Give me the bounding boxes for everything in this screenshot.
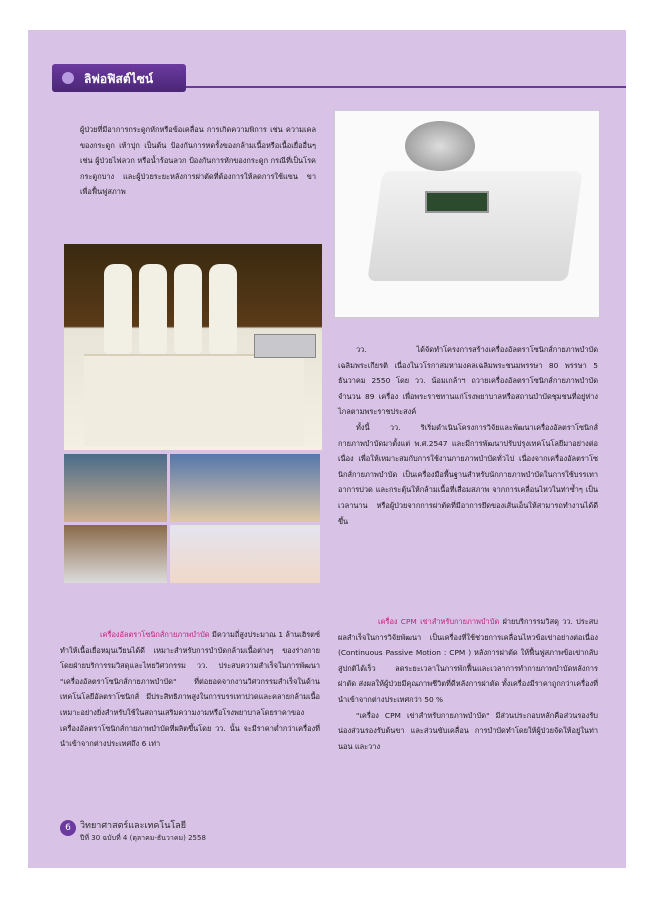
column2-paragraph-2: ทั้งนี้ วว. ริเริ่มดำเนินโครงการวิจัยและพัฒนาเครื่องอัลตราโซนิกส์กายภาพบำบัดมาตั้งแต่ พ.ศ.2547 และมีการพัฒนาปรับปรุงเทคโนโลยีมาอย่างต่อเนื่อง เพื่อให้เหมาะสมกับการใช้งานกายภาพบำบัดทั่วไป เนื่องจากเครื่องอัลตราโซนิกส์กายภาพบำบัด เป็นเครื่องมือพื้นฐานสำหรับนักกายภาพบำบัดในการใช้บรรเทาอาการปวด และกระตุ้นให้กล้ามเนื้อที่เสื่อมสภาพ จากการเคลื่อนไหวในท่าซ้ำๆ เป็นเวลานาน หรือผู้ป่วยจากการผ่าตัดที่มีอาการยึดของเส้นเอ็นให้สามารถทำงานได้ดีขึ้น: [338, 422, 598, 526]
column1-top-paragraph: ผู้ป่วยที่มีอาการกระดูกหักหรือข้อเคลื่อน การเกิดความพิการ เช่น ความเคลของกระดูก เท้าปุก เป็นต้น ป้องกันการหดรั้งของกล้ามเนื้อหรือเนื้อเยื่ออื่นๆ เช่น ผู้ป่วยไฟลวก หรือน้ำร้อนลวก ป้องกันการหักของกระดูก กรณีที่เป็นโรคกระดูกบาง และผู้ป่วยระยะหลังการผ่าตัดที่ต้องการให้ลดการใช้แขน ขา เพื่อฟื้นฟูสภาพ: [80, 125, 316, 197]
cpm-device-heading: เครื่อง CPM เข่าสำหรับกายภาพบำบัด: [378, 617, 500, 626]
column2-bottom-text: [338, 614, 598, 754]
banner-rule: [186, 86, 626, 88]
column1-bottom-text: [60, 627, 320, 752]
column1-bottom-body: มีความถี่สูงประมาณ 1 ล้านเฮิรตซ์ ทำให้เนื้อเยื่อหมุนเวียนได้ดี เหมาะสำหรับการบำบัดกล้ามเนื้อต่างๆ ของร่างกาย โดยฝ่ายบริการรมวิสดุและไทยวิศวกรรม วว. ประสบความสำเร็จในการพัฒนา "เครื่องอัลตราโซนิกส์กายภาพบำบัด" ที่ต่อยอดจากงานวิศวกรรมสำเร็จในด้านเทคโนโลยีอัลตราโซนิกส์ มีประสิทธิภาพสูงในการบรรเทาปวดและคลายกล้ามเนื้อ เหมาะอย่างยิ่งสำหรับใช้ในสถานเสริมความงามหรือโรงพยาบาลโดยราคาของเครื่องอัลตราโซนิกส์กายภาพบำบัดที่ผลิตขึ้นโดย วว. นั้น จะมีราคาต่ำกว่าเครื่องที่นำเข้าจากต่างประเทศถึง 6 เท่า: [60, 630, 320, 749]
table-cloth: [84, 354, 304, 446]
device-display: [425, 191, 489, 213]
device-body: [367, 171, 582, 281]
column2-text: [338, 342, 598, 529]
column2-paragraph-1: วว. ได้จัดทำโครงการสร้างเครื่องอัลตราโซนิกส์กายภาพบำบัดเฉลิมพระเกียรติ เนื่องในวโรกาสมหามงคลเฉลิมพระชนมพรรษา 80 พรรษา 5 ธันวาคม 2550 โดย วว. น้อมเกล้าฯ ถวายเครื่องอัลตราโซนิกส์กายภาพบำบัด จำนวน 89 เครื่อง เพื่อพระราชทานแก่โรงพยาบาลหรือสถานบำบัดชุมชนที่อยู่ห่างไกลตามพระราชประสงค์: [338, 345, 598, 417]
column2-bottom-body: ฝ่ายบริการรมวิสดุ วว. ประสบผลสำเร็จในการวิจัยพัฒนา เป็นเครื่องที่ใช้ช่วยการเคลื่อนไหวข้อเข่าอย่างต่อเนื่อง (Continuous Passive Motion : CPM ) หลังการผ่าตัด ให้ฟื้นฟูสภาพข้อเข่ากลับสู่ปกติได้เร็ว ลดระยะเวลาในการพักฟื้นและเวลาการทำกายภาพบำบัดหลังการผ่าตัด ส่งผลให้ผู้ป่วยมีคุณภาพชีวิตที่ดีหลังการผ่าตัด ทั้งเครื่องมีราคาถูกกว่าเครื่องที่นำเข้าจากต่างประเทศกว่า 50 %: [338, 617, 598, 704]
device-probe: [405, 121, 475, 171]
hand-model: [174, 264, 202, 354]
therapy-photo-1: [64, 454, 167, 522]
therapy-photo-4: [170, 525, 320, 583]
hand-model: [139, 264, 167, 354]
banner-bullet-icon: [62, 72, 74, 84]
therapy-photo-3: [64, 525, 167, 583]
column2-bottom-paragraph-1: [338, 614, 598, 708]
section-label: ลิฟอฟิสต์ไซน์: [84, 72, 154, 86]
page-number: 6: [60, 820, 76, 836]
column2-bottom-paragraph-2: "เครื่อง CPM เข่าสำหรับกายภาพบำบัด" มีส่วนประกอบหลักคือส่วนรองรับน่องส่วนรองรับต้นขา และส่วนขับเคลื่อน การบำบัดทำโดยให้ผู้ป่วยจัดให้อยู่ในท่านอน และวาง: [338, 710, 598, 751]
ultrasound-device-heading: เครื่องอัลตราโซนิกส์กายภาพบำบัด: [100, 630, 210, 639]
ultrasound-device-photo: [334, 110, 600, 318]
hand-model: [209, 264, 237, 354]
weighing-scale: [254, 334, 316, 358]
column1-bottom-paragraph: [60, 627, 320, 752]
section-banner: [52, 64, 186, 92]
column1-top-text: [80, 122, 316, 200]
journal-title: วิทยาศาสตร์และเทคโนโลยี: [80, 821, 187, 831]
journal-issue: ปีที่ 30 ฉบับที่ 4 (ตุลาคม-ธันวาคม) 2558: [80, 834, 206, 842]
hand-model: [104, 264, 132, 354]
splints-table-photo: [64, 244, 322, 450]
therapy-photo-2: [170, 454, 320, 522]
